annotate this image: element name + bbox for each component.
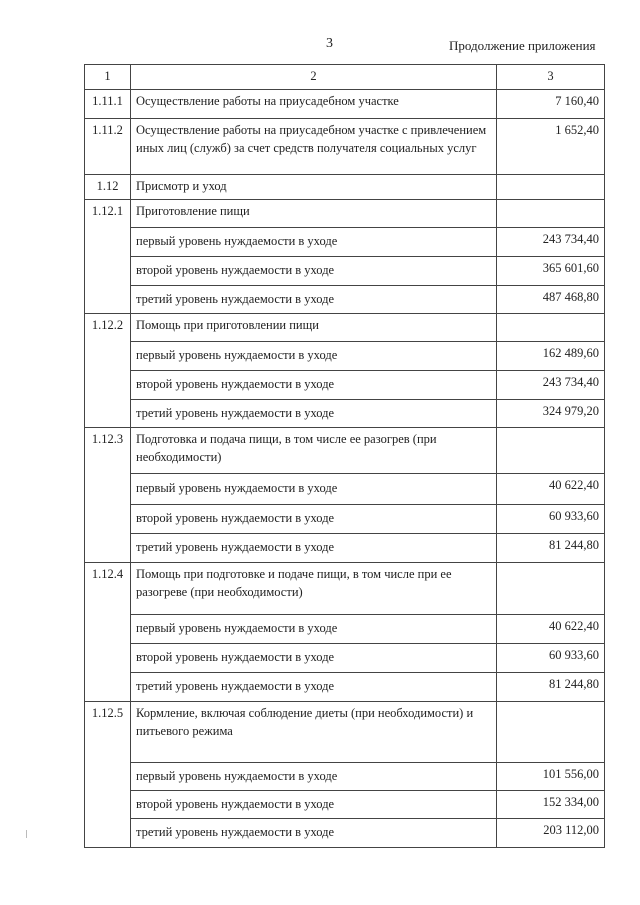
table-row <box>85 200 605 228</box>
row-price <box>497 200 605 228</box>
row-service-name: Осуществление работы на приусадебном участке <box>131 90 497 119</box>
table-header-row <box>85 65 605 90</box>
row-code: 1.12.4 <box>85 563 131 702</box>
table-row <box>85 563 605 615</box>
row-price: 203 112,00 <box>497 819 605 848</box>
row-service-name: Помощь при приготовлении пищи <box>131 314 497 342</box>
row-price: 487 468,80 <box>497 286 605 314</box>
row-price: 1 652,40 <box>497 119 605 175</box>
row-code: 1.11.1 <box>85 90 131 119</box>
column-header-3: 3 <box>497 65 605 90</box>
row-price <box>497 175 605 200</box>
row-price: 101 556,00 <box>497 763 605 791</box>
row-service-name: Кормление, включая соблюдение диеты (при необходимости) и питьевого режима <box>131 702 497 763</box>
row-code: 1.12.2 <box>85 314 131 428</box>
table-row <box>85 90 605 119</box>
row-code: 1.11.2 <box>85 119 131 175</box>
table-row <box>85 286 605 314</box>
table-row <box>85 791 605 819</box>
row-code: 1.12.5 <box>85 702 131 848</box>
row-price: 152 334,00 <box>497 791 605 819</box>
table-row <box>85 474 605 505</box>
row-price: 162 489,60 <box>497 342 605 371</box>
table-row <box>85 314 605 342</box>
row-price: 324 979,20 <box>497 400 605 428</box>
continuation-label: Продолжение приложения <box>449 38 596 53</box>
table-row <box>85 534 605 563</box>
row-service-name: второй уровень нуждаемости в уходе <box>131 257 497 286</box>
row-service-name: первый уровень нуждаемости в уходе <box>131 474 497 505</box>
table-row <box>85 371 605 400</box>
row-service-name: Помощь при подготовке и подаче пищи, в том числе при ее разогреве (при необходимости) <box>131 563 497 615</box>
row-service-name: второй уровень нуждаемости в уходе <box>131 505 497 534</box>
page-number: 3 <box>326 36 333 51</box>
row-price: 60 933,60 <box>497 644 605 673</box>
row-price: 81 244,80 <box>497 673 605 702</box>
row-code: 1.12.3 <box>85 428 131 563</box>
row-service-name: Осуществление работы на приусадебном участке с привлечением иных лиц (служб) за счет средств получателя социальных услуг <box>131 119 497 175</box>
table-row <box>85 763 605 791</box>
row-price <box>497 314 605 342</box>
table-row <box>85 702 605 763</box>
row-code: 1.12.1 <box>85 200 131 314</box>
table-row <box>85 175 605 200</box>
row-service-name: третий уровень нуждаемости в уходе <box>131 673 497 702</box>
row-service-name: первый уровень нуждаемости в уходе <box>131 615 497 644</box>
table-row <box>85 400 605 428</box>
table-row <box>85 342 605 371</box>
row-price <box>497 702 605 763</box>
scan-artifact <box>26 830 27 838</box>
row-price: 40 622,40 <box>497 474 605 505</box>
row-service-name: второй уровень нуждаемости в уходе <box>131 791 497 819</box>
tariff-table <box>84 64 605 848</box>
table-row <box>85 228 605 257</box>
row-service-name: первый уровень нуждаемости в уходе <box>131 342 497 371</box>
row-price: 40 622,40 <box>497 615 605 644</box>
table-row <box>85 505 605 534</box>
table-row <box>85 644 605 673</box>
row-price <box>497 563 605 615</box>
table-row <box>85 428 605 474</box>
row-price: 365 601,60 <box>497 257 605 286</box>
row-service-name: второй уровень нуждаемости в уходе <box>131 644 497 673</box>
row-price: 7 160,40 <box>497 90 605 119</box>
row-price: 81 244,80 <box>497 534 605 563</box>
row-service-name: Подготовка и подача пищи, в том числе ее разогрев (при необходимости) <box>131 428 497 474</box>
row-service-name: третий уровень нуждаемости в уходе <box>131 286 497 314</box>
row-service-name: Приготовление пищи <box>131 200 497 228</box>
row-code: 1.12 <box>85 175 131 200</box>
row-price <box>497 428 605 474</box>
column-header-1: 1 <box>85 65 131 90</box>
column-header-2: 2 <box>131 65 497 90</box>
table-row <box>85 673 605 702</box>
row-service-name: второй уровень нуждаемости в уходе <box>131 371 497 400</box>
row-service-name: Присмотр и уход <box>131 175 497 200</box>
table-row <box>85 257 605 286</box>
row-service-name: первый уровень нуждаемости в уходе <box>131 763 497 791</box>
row-price: 243 734,40 <box>497 228 605 257</box>
table-row <box>85 819 605 848</box>
row-service-name: первый уровень нуждаемости в уходе <box>131 228 497 257</box>
row-price: 60 933,60 <box>497 505 605 534</box>
row-service-name: третий уровень нуждаемости в уходе <box>131 400 497 428</box>
row-service-name: третий уровень нуждаемости в уходе <box>131 534 497 563</box>
row-service-name: третий уровень нуждаемости в уходе <box>131 819 497 848</box>
table-row <box>85 119 605 175</box>
row-price: 243 734,40 <box>497 371 605 400</box>
table-row <box>85 615 605 644</box>
